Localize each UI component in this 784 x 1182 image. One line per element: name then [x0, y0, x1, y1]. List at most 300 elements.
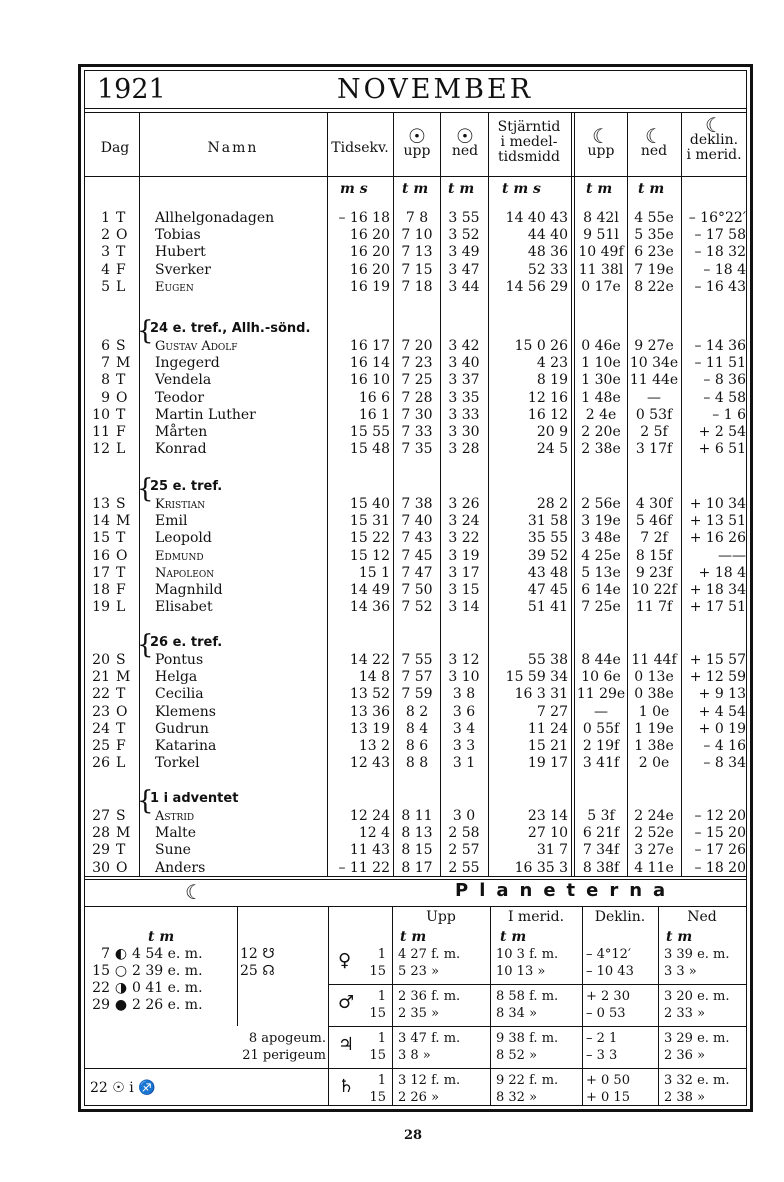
- sunrise: 7 59: [401, 686, 433, 703]
- planet-col-merid: I merid.: [507, 909, 565, 925]
- sidereal-time: 31 58: [527, 513, 568, 530]
- moonset: 1 19e: [634, 720, 674, 737]
- planet-set: 2 33 »: [664, 1006, 706, 1021]
- title-divider-2: [84, 112, 747, 113]
- day-number: 29: [92, 842, 110, 859]
- moon-phase-entry: 15 ○ 2 39 e. m.: [92, 963, 203, 979]
- name-day: Teodor: [155, 389, 205, 406]
- sunset: 3 22: [448, 530, 480, 547]
- planet-day: 15: [369, 1006, 386, 1021]
- planet-day: 15: [369, 964, 386, 979]
- units-sol-ned: t m: [448, 181, 475, 197]
- weekday-letter: T: [116, 210, 126, 226]
- sunset: 3 30: [448, 424, 480, 440]
- moonrise: —: [594, 703, 608, 720]
- planet-day: 15: [369, 1048, 386, 1063]
- planet-rise: 5 23 »: [398, 964, 440, 979]
- name-day: Torkel: [155, 755, 200, 772]
- day-number: 21: [92, 669, 110, 686]
- moon-declination: – 11 51: [694, 355, 746, 372]
- sidereal-time: 35 55: [527, 530, 568, 547]
- units-planet-merid: t m: [500, 929, 527, 945]
- equation-of-time: 15 40: [349, 496, 390, 512]
- page-number: 28: [404, 1128, 423, 1143]
- planet-col-line: [392, 906, 393, 1106]
- name-day: Ingegerd: [155, 355, 220, 372]
- moonset: 1 38e: [634, 738, 674, 754]
- column-header-divider: [84, 176, 747, 177]
- sunset: 3 52: [448, 227, 480, 244]
- year-title: 1921: [97, 74, 166, 105]
- sunset: 3 33: [448, 406, 480, 423]
- planet-day: 1: [377, 1073, 386, 1088]
- equation-of-time: 15 55: [349, 424, 390, 440]
- planet-rise: 2 26 »: [398, 1090, 440, 1105]
- moonrise: 0 46e: [581, 338, 621, 354]
- moon-declination: + 13 51: [689, 513, 746, 530]
- day-number: 27: [92, 808, 110, 824]
- moonrise: 3 48e: [581, 530, 621, 547]
- sunrise: 7 18: [401, 278, 433, 295]
- sidereal-time: 19 17: [527, 755, 568, 772]
- units-mane-upp: t m: [586, 181, 613, 197]
- moonset: 9 23f: [635, 564, 673, 581]
- sun-icon: ☉: [408, 124, 426, 148]
- moonset: 11 7f: [635, 599, 673, 616]
- moonset: 8 15f: [635, 547, 673, 564]
- name-day: Malte: [155, 825, 197, 842]
- moon-phase-icon: ●: [114, 997, 128, 1013]
- col-line: [393, 112, 394, 876]
- moonset: 3 17f: [635, 441, 673, 458]
- sunset: 3 1: [452, 755, 476, 772]
- sunset: 3 15: [448, 582, 480, 598]
- sunday-brace: {: [137, 786, 154, 816]
- planets-title: Planeterna: [455, 880, 677, 901]
- moon-declination: + 9 13: [698, 686, 746, 703]
- sunrise: 8 15: [401, 842, 433, 859]
- moonrise: 11 38l: [578, 261, 624, 278]
- weekday-letter: F: [116, 261, 126, 278]
- moon-declination: – 18 20: [694, 859, 746, 876]
- name-day: Napoleon: [155, 565, 215, 581]
- name-day: Mårten: [155, 424, 208, 440]
- planet-rise: 3 47 f. m.: [398, 1031, 461, 1046]
- sunrise: 7 45: [401, 547, 433, 564]
- moonrise: 1 10e: [581, 355, 621, 372]
- sun-sign-entry: 22 ☉ i ♐: [90, 1080, 156, 1096]
- sidereal-time: 27 10: [527, 825, 568, 842]
- moonset: 4 11e: [634, 859, 674, 876]
- planet-col-upp: Upp: [426, 909, 456, 925]
- day-number: 19: [92, 599, 110, 616]
- day-number: 12: [92, 441, 110, 458]
- planet-col-ned: Ned: [687, 909, 717, 925]
- moonrise: 1 48e: [581, 389, 621, 406]
- moon-declination: – 15 20: [694, 825, 746, 842]
- name-day: Astrid: [155, 809, 195, 824]
- weekday-letter: S: [116, 652, 126, 668]
- moonset: 2 0e: [638, 755, 670, 772]
- planet-day: 1: [377, 989, 386, 1004]
- sunrise: 7 30: [401, 406, 433, 423]
- moonrise: 8 42l: [583, 210, 619, 226]
- sunset: 3 8: [452, 686, 476, 703]
- moonrise: 2 4e: [585, 406, 617, 423]
- moon-icon: ☾: [185, 880, 203, 904]
- moonset: 3 27e: [634, 842, 674, 859]
- planet-meridian: 8 34 »: [496, 1006, 538, 1021]
- units-sol-upp: t m: [402, 181, 429, 197]
- moonrise: 6 14e: [581, 582, 621, 598]
- col-dag: Dag: [100, 140, 130, 156]
- name-day: Eugen: [155, 279, 194, 295]
- equation-of-time: – 11 22: [338, 859, 390, 876]
- sidereal-time: 14 40 43: [505, 210, 568, 226]
- moon-declination: + 10 34: [689, 496, 746, 512]
- node-icon: ☊: [262, 963, 275, 979]
- sidereal-time: 4 23: [536, 355, 568, 372]
- day-number: 10: [92, 406, 110, 423]
- weekday-letter: F: [116, 738, 126, 754]
- sunset: 2 55: [448, 859, 480, 876]
- name-day: Tobias: [155, 227, 201, 244]
- moonrise: 7 25e: [581, 599, 621, 616]
- moonset: 2 5f: [640, 424, 668, 440]
- sunset: 3 42: [448, 338, 480, 354]
- weekday-letter: L: [116, 441, 126, 458]
- moon-phase-entry: 22 ◑ 0 41 e. m.: [92, 980, 203, 996]
- moonrise: 6 21f: [582, 825, 620, 842]
- col-mane-ned: ☾ ned: [628, 129, 680, 159]
- day-number: 9: [101, 389, 110, 406]
- moonset: 10 22f: [631, 582, 677, 598]
- sunrise: 8 13: [401, 825, 433, 842]
- moonset: 8 22e: [634, 278, 674, 295]
- sunday-brace: {: [137, 316, 154, 346]
- moonset: 4 55e: [634, 210, 674, 226]
- col-line: [327, 112, 328, 876]
- moonrise: 2 38e: [581, 441, 621, 458]
- sunset: 3 14: [448, 599, 480, 616]
- name-day: Vendela: [155, 372, 212, 389]
- sunset: 3 40: [448, 355, 480, 372]
- moon-declination: + 12 59: [689, 669, 746, 686]
- section-header-divider: [84, 906, 747, 907]
- sunset: 3 55: [448, 210, 480, 226]
- moonrise: 7 34f: [582, 842, 620, 859]
- equation-of-time: 16 6: [358, 389, 390, 406]
- day-number: 26: [92, 755, 110, 772]
- weekday-letter: F: [116, 424, 126, 440]
- col-line: [571, 112, 572, 876]
- weekday-letter: S: [116, 496, 126, 512]
- moonrise: 8 44e: [581, 652, 621, 668]
- planet-symbol-icon: ♀: [338, 950, 352, 971]
- day-number: 5: [101, 278, 110, 295]
- name-day: Sune: [155, 842, 191, 859]
- name-day: Helga: [155, 669, 198, 686]
- col-namn: Namn: [207, 140, 259, 156]
- equation-of-time: 16 17: [349, 338, 390, 354]
- moonrise: 3 19e: [581, 513, 621, 530]
- moonrise: 0 55f: [582, 720, 620, 737]
- sunrise: 7 35: [401, 441, 433, 458]
- moonset: 5 46f: [635, 513, 673, 530]
- sunrise: 7 13: [401, 244, 433, 261]
- day-number: 22: [92, 686, 110, 703]
- moonrise: 2 20e: [581, 424, 621, 440]
- moonset: 11 44f: [631, 652, 677, 668]
- sidereal-time: 15 0 26: [514, 338, 568, 354]
- sunday-title: 25 e. tref.: [150, 479, 223, 494]
- name-day: Emil: [155, 513, 188, 530]
- weekday-letter: O: [116, 703, 128, 720]
- sunrise: 7 23: [401, 355, 433, 372]
- sunrise: 7 28: [401, 389, 433, 406]
- moon-icon: ☾: [645, 124, 663, 148]
- sunset: 3 24: [448, 513, 480, 530]
- planet-set: 2 38 »: [664, 1090, 706, 1105]
- planet-day: 1: [377, 1031, 386, 1046]
- col-mane-upp: ☾ upp: [576, 129, 626, 159]
- moonset: 7 19e: [634, 261, 674, 278]
- name-day: Konrad: [155, 441, 207, 458]
- units-planet-ned: t m: [666, 929, 693, 945]
- col-tidsekv: Tidsekv.: [331, 140, 389, 156]
- day-number: 4: [101, 261, 110, 278]
- moon-declination: + 15 57: [689, 652, 746, 668]
- sunset: 3 37: [448, 372, 480, 389]
- planet-declination: – 10 43: [586, 964, 634, 979]
- day-number: 28: [92, 825, 110, 842]
- equation-of-time: 15 22: [349, 530, 390, 547]
- planet-divider: [328, 1068, 747, 1069]
- moon-phase-icon: ◑: [114, 980, 128, 996]
- equation-of-time: 14 36: [349, 599, 390, 616]
- equation-of-time: 15 1: [358, 564, 390, 581]
- weekday-letter: M: [116, 669, 131, 686]
- weekday-letter: T: [116, 530, 126, 547]
- sidereal-time: 12 16: [527, 389, 568, 406]
- moonrise: 5 3f: [587, 808, 615, 824]
- moon-declination: – 4 16: [703, 738, 746, 754]
- units-moon-phases: t m: [148, 929, 175, 945]
- planet-rise: 2 36 f. m.: [398, 989, 461, 1004]
- moon-declination: – 14 36: [694, 338, 746, 354]
- moonset: 2 24e: [634, 808, 674, 824]
- moonset: 11 44e: [629, 372, 679, 389]
- moon-node-entry: 12 ☋: [240, 946, 275, 962]
- weekday-letter: S: [116, 338, 126, 354]
- sunset: 3 28: [448, 441, 480, 458]
- name-day: Klemens: [155, 703, 216, 720]
- name-day: Gustav Adolf: [155, 339, 238, 354]
- sidereal-time: 28 2: [536, 496, 568, 512]
- sunrise: 7 38: [401, 496, 433, 512]
- sunday-brace: {: [137, 474, 154, 504]
- planet-declination: + 0 15: [586, 1090, 630, 1105]
- name-day: Kristian: [155, 497, 206, 512]
- name-day: Anders: [155, 859, 206, 876]
- day-number: 17: [92, 564, 110, 581]
- sunrise: 7 20: [401, 338, 433, 354]
- moon-declination: + 6 51: [698, 441, 746, 458]
- equation-of-time: 16 20: [349, 227, 390, 244]
- weekday-letter: O: [116, 389, 128, 406]
- sunrise: 8 17: [401, 859, 433, 876]
- sunrise: 7 25: [401, 372, 433, 389]
- planet-set: 3 32 e. m.: [664, 1073, 730, 1088]
- weekday-letter: L: [116, 599, 126, 616]
- day-number: 20: [92, 652, 110, 668]
- planet-col-line: [582, 906, 583, 1106]
- sunrise: 7 15: [401, 261, 433, 278]
- day-number: 1: [101, 210, 110, 226]
- sunday-title: 26 e. tref.: [150, 635, 223, 650]
- equation-of-time: 15 31: [349, 513, 390, 530]
- sidereal-time: 14 56 29: [505, 278, 568, 295]
- sunset: 3 35: [448, 389, 480, 406]
- moon-section-divider: [84, 1068, 328, 1069]
- weekday-letter: O: [116, 859, 128, 876]
- moon-declination: – 17 26: [694, 842, 746, 859]
- planet-rise: 3 12 f. m.: [398, 1073, 461, 1088]
- day-number: 15: [92, 530, 110, 547]
- moonset: 5 35e: [634, 227, 674, 244]
- planet-day: 1: [377, 947, 386, 962]
- moon-declination: + 16 26: [689, 530, 746, 547]
- moon-icon: ☾: [705, 113, 723, 137]
- units-stjarntid: t m s: [502, 181, 541, 197]
- sunrise: 7 33: [401, 424, 433, 440]
- moon-declination: + 18 4: [698, 564, 746, 581]
- planet-divider: [328, 1026, 747, 1027]
- moon-declination: – 18 32: [694, 244, 746, 261]
- sunrise: 8 11: [401, 808, 433, 824]
- section-divider: [84, 876, 747, 877]
- sunset: 3 17: [448, 564, 480, 581]
- weekday-letter: T: [116, 686, 126, 703]
- moon-declination: – 1 6: [712, 406, 746, 423]
- planet-set: 3 3 »: [664, 964, 697, 979]
- sidereal-time: 31 7: [536, 842, 568, 859]
- weekday-letter: M: [116, 513, 131, 530]
- sidereal-time: 51 41: [527, 599, 568, 616]
- equation-of-time: 14 49: [349, 582, 390, 598]
- sidereal-time: 16 35 3: [514, 859, 568, 876]
- planet-meridian: 8 58 f. m.: [496, 989, 559, 1004]
- sunset: 2 58: [448, 825, 480, 842]
- sunday-brace: {: [137, 630, 154, 660]
- weekday-letter: M: [116, 355, 131, 372]
- sunday-title: 1 i adventet: [150, 791, 239, 806]
- moonset: 6 23e: [634, 244, 674, 261]
- moonset: —: [647, 389, 661, 406]
- moonrise: 3 41f: [582, 755, 620, 772]
- moonset: 0 38e: [634, 686, 674, 703]
- col-sol-ned: ☉ ned: [442, 129, 488, 159]
- sidereal-time: 15 21: [527, 738, 568, 754]
- planet-set: 3 29 e. m.: [664, 1031, 730, 1046]
- sunrise: 8 2: [405, 703, 429, 720]
- moon-declination: – 18 4: [703, 261, 746, 278]
- col-line: [440, 112, 441, 876]
- moonrise: 2 19f: [582, 738, 620, 754]
- sunrise: 7 47: [401, 564, 433, 581]
- sidereal-time: 43 48: [527, 564, 568, 581]
- weekday-letter: T: [116, 244, 126, 261]
- day-number: 8: [101, 372, 110, 389]
- sidereal-time: 52 33: [527, 261, 568, 278]
- moonset: 2 52e: [634, 825, 674, 842]
- weekday-letter: O: [116, 547, 128, 564]
- sunset: 3 4: [452, 720, 476, 737]
- day-number: 25: [92, 738, 110, 754]
- day-number: 6: [101, 338, 110, 354]
- planet-rise: 2 35 »: [398, 1006, 440, 1021]
- day-number: 3: [101, 244, 110, 261]
- moonset: 0 13e: [634, 669, 674, 686]
- day-number: 11: [92, 424, 110, 440]
- sidereal-time: 39 52: [527, 547, 568, 564]
- units-mane-ned: t m: [638, 181, 665, 197]
- planet-col-line: [658, 906, 659, 1106]
- sidereal-time: 44 40: [527, 227, 568, 244]
- planet-rise: 4 27 f. m.: [398, 947, 461, 962]
- equation-of-time: 16 14: [349, 355, 390, 372]
- sidereal-time: 48 36: [527, 244, 568, 261]
- moonrise: 5 13e: [581, 564, 621, 581]
- planet-col-deklin: Deklin.: [594, 909, 646, 925]
- col-line: [488, 112, 489, 876]
- moonrise: 2 56e: [581, 496, 621, 512]
- day-number: 23: [92, 703, 110, 720]
- planet-col-line: [490, 906, 491, 1106]
- planet-declination: – 3 3: [586, 1048, 618, 1063]
- sidereal-time: 20 9: [536, 424, 568, 440]
- name-day: Katarina: [155, 738, 217, 754]
- sunset: 3 12: [448, 652, 480, 668]
- equation-of-time: 16 19: [349, 278, 390, 295]
- moon-phase-entry: 29 ● 2 26 e. m.: [92, 997, 203, 1013]
- equation-of-time: 13 2: [358, 738, 390, 754]
- moonset: 10 34e: [629, 355, 679, 372]
- name-day: Magnhild: [155, 582, 223, 598]
- moon-declination: – 4 58: [703, 389, 746, 406]
- moon-declination: + 0 19: [698, 720, 746, 737]
- sunset: 3 10: [448, 669, 480, 686]
- sunset: 3 19: [448, 547, 480, 564]
- sidereal-time: 8 19: [536, 372, 568, 389]
- day-number: 16: [92, 547, 110, 564]
- equation-of-time: 14 8: [358, 669, 390, 686]
- equation-of-time: 16 1: [358, 406, 390, 423]
- moonrise: 10 6e: [581, 669, 621, 686]
- sunrise: 7 57: [401, 669, 433, 686]
- planet-meridian: 9 38 f. m.: [496, 1031, 559, 1046]
- weekday-letter: L: [116, 755, 126, 772]
- weekday-letter: L: [116, 278, 126, 295]
- day-number: 7: [101, 355, 110, 372]
- col-sol-upp: ☉ upp: [396, 129, 438, 159]
- apsis-entry: 21 perigeum: [242, 1048, 326, 1063]
- moonrise: 1 30e: [581, 372, 621, 389]
- moonrise: 4 25e: [581, 547, 621, 564]
- equation-of-time: 13 52: [349, 686, 390, 703]
- equation-of-time: 11 43: [349, 842, 390, 859]
- equation-of-time: 12 4: [358, 825, 390, 842]
